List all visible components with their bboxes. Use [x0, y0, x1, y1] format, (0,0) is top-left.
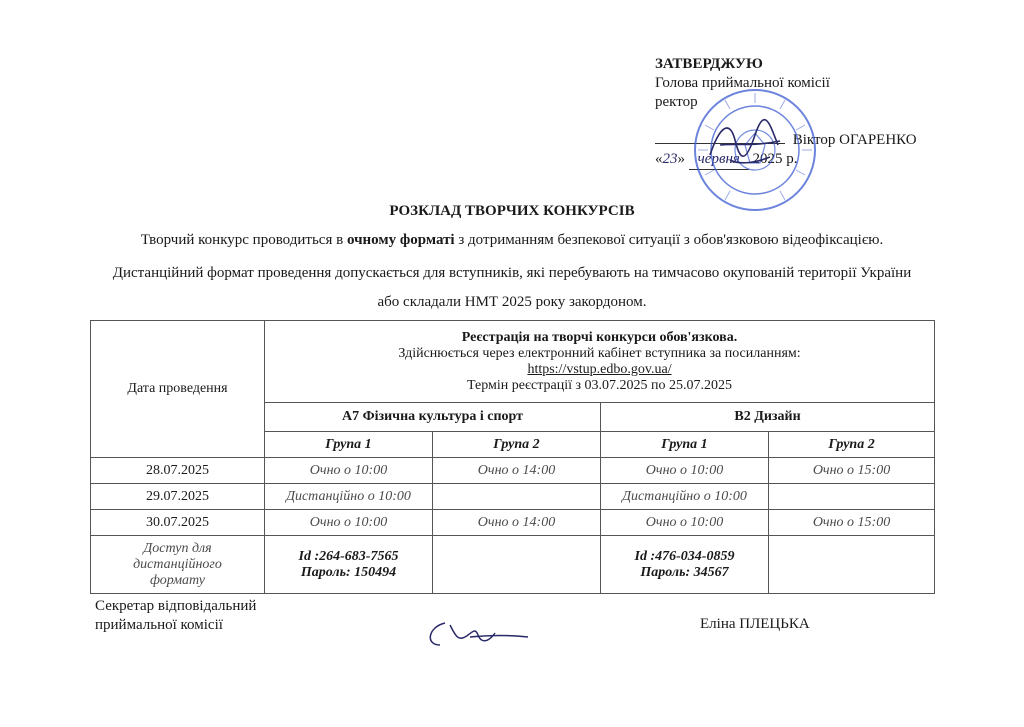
group-header: Група 1	[601, 432, 769, 458]
table-row	[91, 484, 935, 510]
group-header: Група 2	[769, 432, 935, 458]
document-title: РОЗКЛАД ТВОРЧИХ КОНКУРСІВ	[389, 203, 635, 219]
b2-credentials	[601, 536, 769, 594]
secretary-line1: Секретар відповідальний	[95, 598, 257, 614]
access-row	[91, 536, 935, 594]
access-label-line2: дистанційного	[133, 556, 222, 572]
rector-signature-icon	[700, 115, 785, 175]
slot-cell: Дистанційно о 10:00	[601, 484, 769, 510]
table-row	[91, 458, 935, 484]
secretary-line2: приймальної комісії	[95, 617, 223, 633]
access-label-line3: формату	[150, 572, 205, 588]
date-close-quote: »	[677, 151, 685, 167]
slot-cell	[769, 484, 935, 510]
approval-heading: ЗАТВЕРДЖУЮ	[655, 56, 763, 72]
date-month: червня	[689, 150, 749, 170]
slot-cell: Очно о 15:00	[769, 458, 935, 484]
specialty-b2: В2 Дизайн	[601, 403, 935, 432]
date-day: 23	[662, 151, 678, 167]
row-date: 30.07.2025	[91, 510, 265, 536]
registration-info	[265, 321, 935, 403]
row-date: 29.07.2025	[91, 484, 265, 510]
date-year: 2025 р.	[752, 151, 798, 167]
secretary-signature-icon	[420, 615, 530, 655]
specialty-a7: А7 Фізична культура і спорт	[265, 403, 601, 432]
b2-password: Пароль: 34567	[640, 564, 729, 580]
approval-position-line2: ректор	[655, 94, 698, 110]
slot-cell: Очно о 14:00	[433, 458, 601, 484]
registration-line2: Здійснюється через електронний кабінет вступника за посиланням:	[398, 345, 801, 361]
row-date: 28.07.2025	[91, 458, 265, 484]
group-header: Група 1	[265, 432, 433, 458]
slot-cell: Дистанційно о 10:00	[265, 484, 433, 510]
a7-credentials	[265, 536, 433, 594]
intro-line3: або складали НМТ 2025 року закордоном.	[377, 294, 647, 310]
access-label	[91, 536, 265, 594]
a7-conference-id: Id :264-683-7565	[298, 548, 399, 564]
intro-line1	[40, 232, 984, 249]
registration-period: Термін реєстрації з 03.07.2025 по 25.07.2025	[467, 377, 733, 393]
date-column-header: Дата проведення	[91, 321, 265, 458]
secretary-name: Еліна ПЛЕЦЬКА	[700, 616, 810, 632]
slot-cell	[433, 484, 601, 510]
empty-cell	[769, 536, 935, 594]
registration-title: Реєстрація на творчі конкурси обов'язкова.	[461, 329, 738, 345]
table-row	[91, 510, 935, 536]
slot-cell: Очно о 10:00	[601, 458, 769, 484]
intro-line1-start: Творчий конкурс проводиться в	[140, 232, 347, 248]
approval-signer-name: Віктор ОГАРЕНКО	[792, 132, 917, 148]
slot-cell: Очно о 15:00	[769, 510, 935, 536]
registration-link[interactable]: https://vstup.edbo.gov.ua/	[527, 361, 672, 377]
intro-line1-bold: очному форматі	[346, 232, 455, 248]
intro-line1-end: з дотриманням безпекової ситуації з обов'язковою відеофіксацією.	[454, 232, 884, 248]
access-label-line1: Доступ для	[143, 540, 212, 556]
slot-cell: Очно о 14:00	[433, 510, 601, 536]
group-header: Група 2	[433, 432, 601, 458]
slot-cell: Очно о 10:00	[265, 510, 433, 536]
slot-cell: Очно о 10:00	[265, 458, 433, 484]
schedule-table	[90, 320, 935, 594]
secretary-block	[95, 597, 256, 635]
b2-conference-id: Id :476-034-0859	[634, 548, 735, 564]
slot-cell: Очно о 10:00	[601, 510, 769, 536]
intro-line2: Дистанційний формат проведення допускається для вступників, які перебувають на тимчасово окупованій території України	[112, 265, 912, 281]
empty-cell	[433, 536, 601, 594]
approval-position-line1: Голова приймальної комісії	[655, 75, 830, 91]
a7-password: Пароль: 150494	[300, 564, 397, 580]
date-open-quote: «	[655, 151, 663, 167]
